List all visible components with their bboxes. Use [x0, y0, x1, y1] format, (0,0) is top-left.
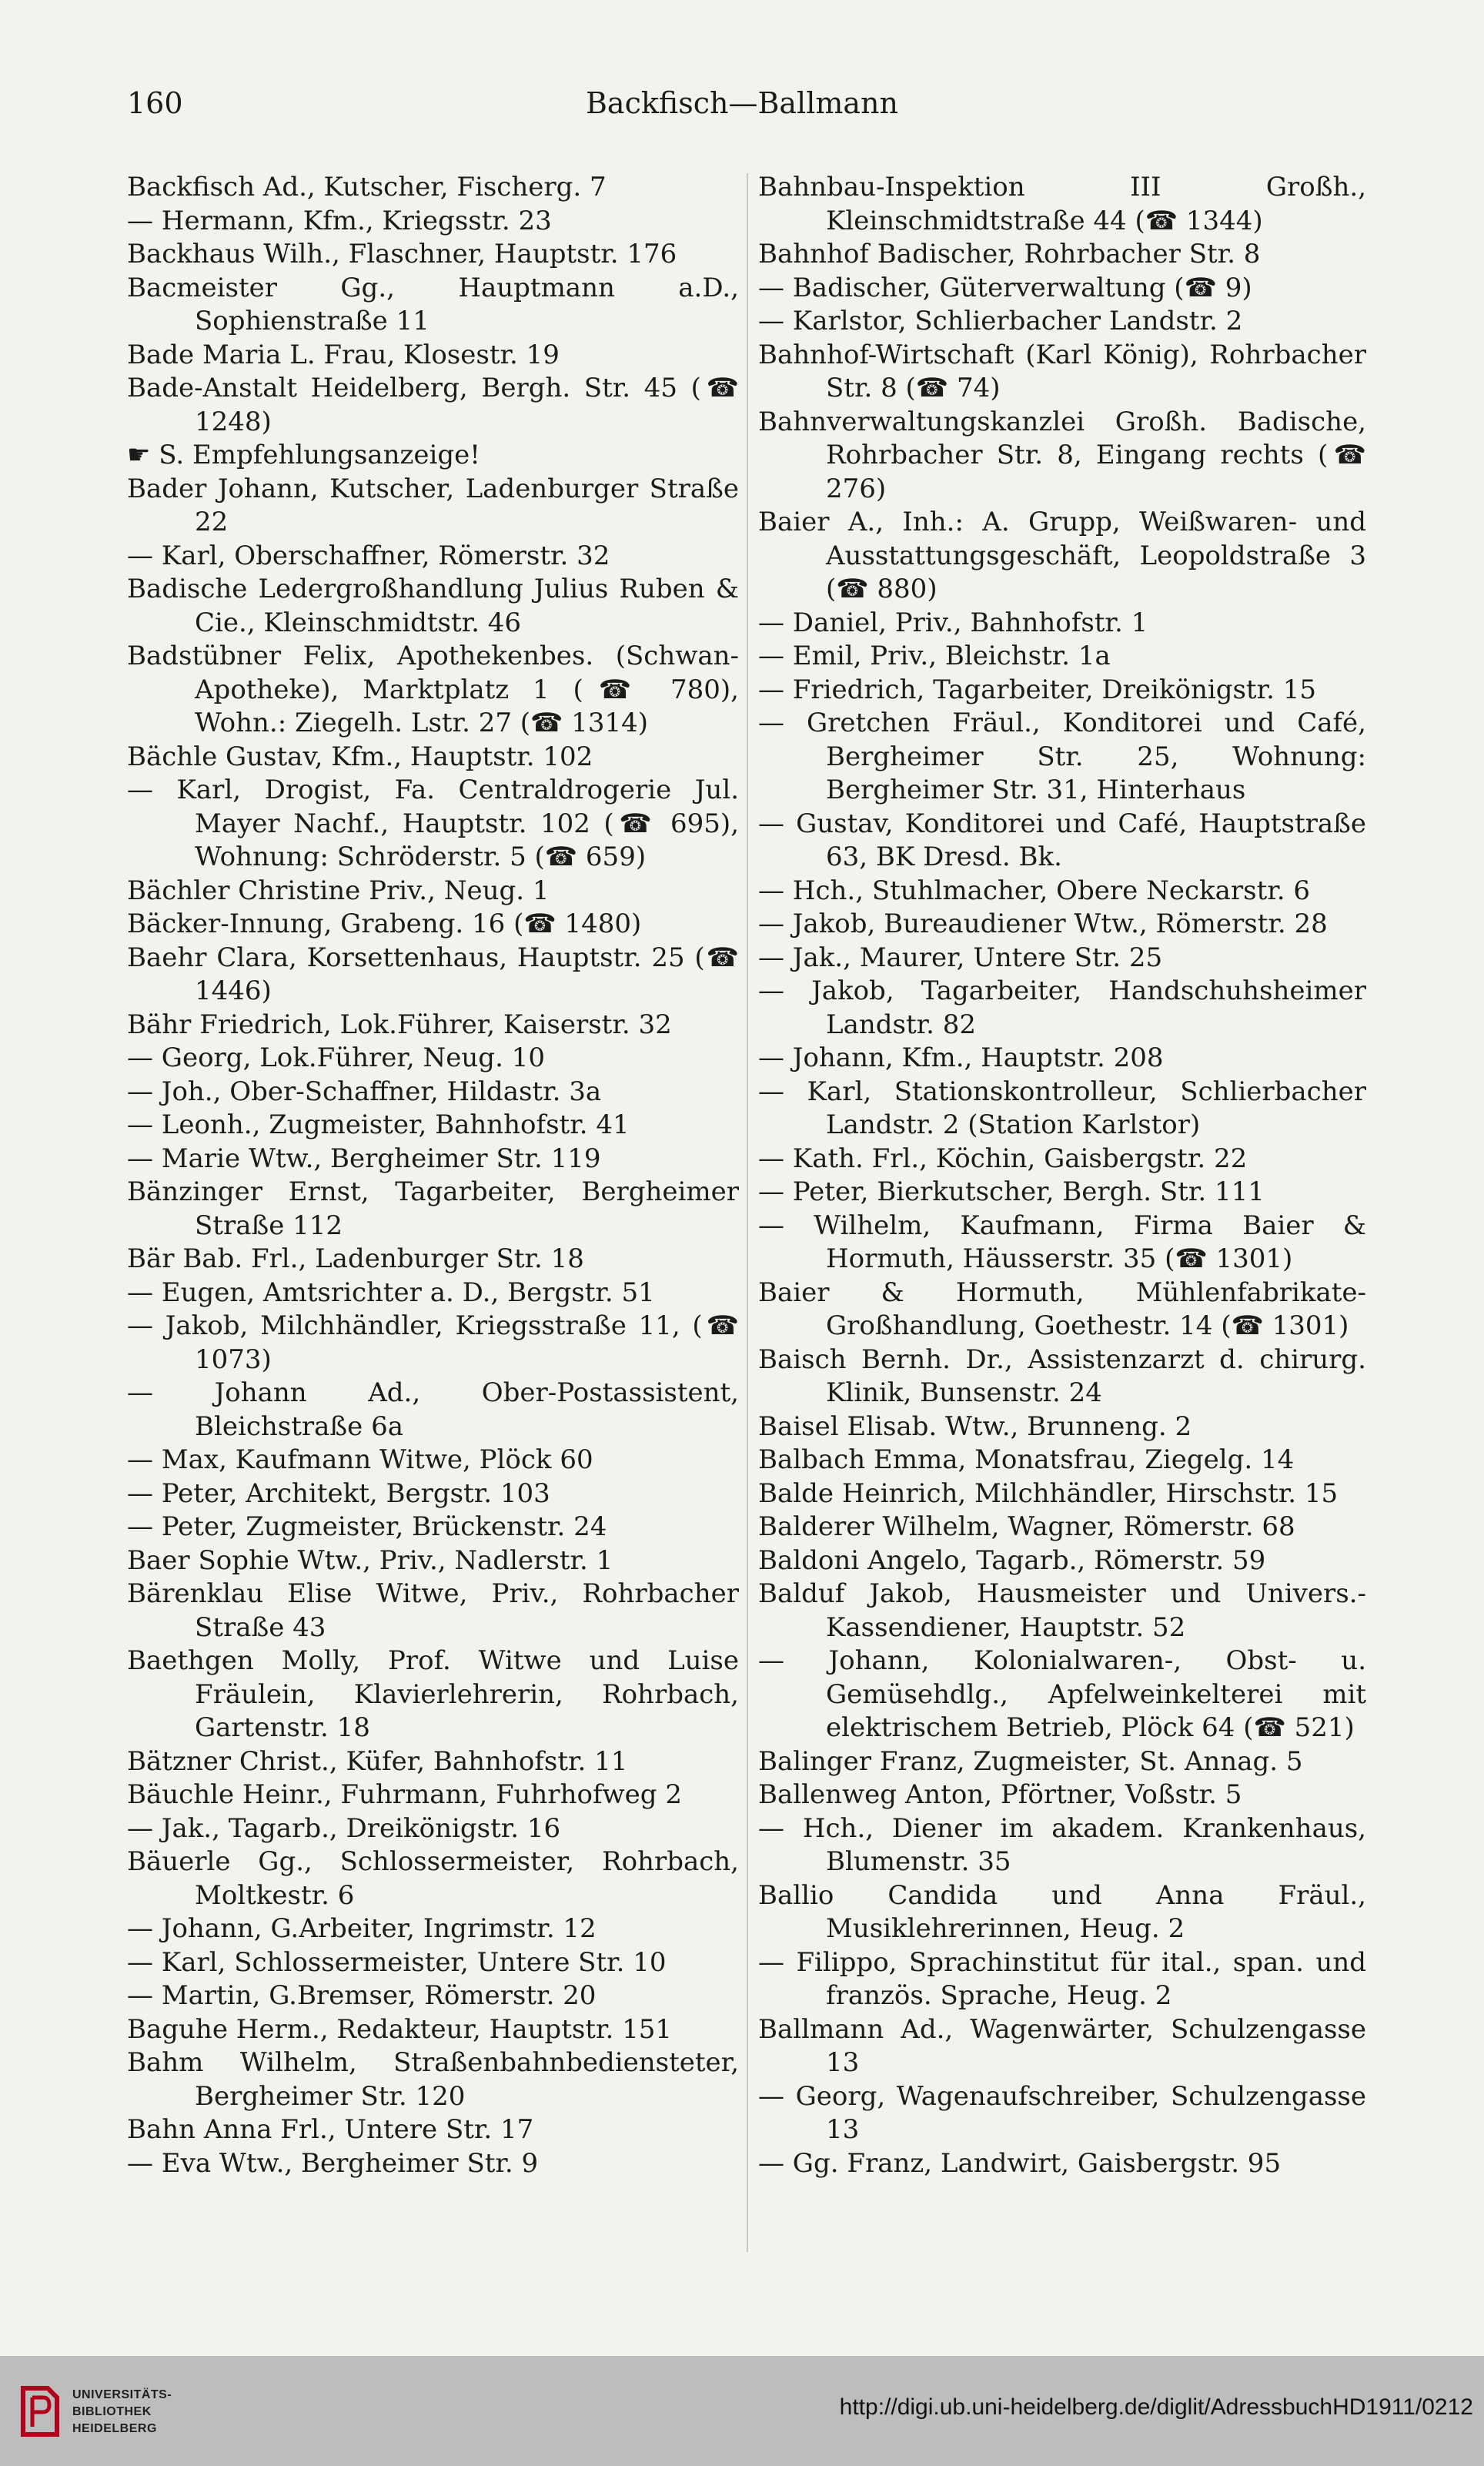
directory-entry: — Karl, Schlossermeister, Untere Str. 10 — [127, 1946, 667, 1978]
directory-entry: Bahnbau-Inspektion III Großh., Kleinschmidtstraße 44 (☎ 1344) — [758, 172, 1366, 236]
directory-entry: Balbach Emma, Monatsfrau, Ziegelg. 14 — [758, 1444, 1295, 1475]
directory-entry: — Kath. Frl., Köchin, Gaisbergstr. 22 — [758, 1143, 1248, 1174]
directory-entry: Bäuchle Heinr., Fuhrmann, Fuhrhofweg 2 — [127, 1779, 682, 1810]
directory-entry: — Georg, Lok.Führer, Neug. 10 — [127, 1042, 545, 1073]
directory-entry: Ballmann Ad., Wagenwärter, Schulzengasse 13 — [758, 2013, 1366, 2078]
running-head: Backfisch—Ballmann — [585, 86, 898, 120]
directory-entry: — Peter, Zugmeister, Brückenstr. 24 — [127, 1511, 607, 1542]
directory-entry: Bähr Friedrich, Lok.Führer, Kaiserstr. 32 — [127, 1009, 672, 1040]
directory-entry: — Leonh., Zugmeister, Bahnhofstr. 41 — [127, 1109, 630, 1140]
directory-entry: Baier & Hormuth, Mühlenfabrikate-Großhandlung, Goethestr. 14 (☎ 1301) — [758, 1276, 1366, 1341]
directory-entry: — Gretchen Fräul., Konditorei und Café, Bergheimer Str. 25, Wohnung: Bergheimer Str. 31, Hinterhaus — [758, 708, 1366, 805]
directory-entry: Badstübner Felix, Apothekenbes. (Schwan-Apotheke), Marktplatz 1 (☎ 780), Wohn.: Ziegelh. Lstr. 27 (☎ 1314) — [127, 641, 739, 738]
directory-entry: Ballenweg Anton, Pförtner, Voßstr. 5 — [758, 1779, 1242, 1810]
directory-entry: Backfisch Ad., Kutscher, Fischerg. 7 — [127, 172, 607, 202]
directory-entry: — Wilhelm, Kaufmann, Firma Baier & Hormuth, Häusserstr. 35 (☎ 1301) — [758, 1210, 1366, 1274]
directory-entry: Bade Maria L. Frau, Klosestr. 19 — [127, 339, 560, 370]
directory-entry: Bäuerle Gg., Schlossermeister, Rohrbach, Moltkestr. 6 — [127, 1846, 739, 1911]
directory-entry: — Filippo, Sprachinstitut für ital., span. und französ. Sprache, Heug. 2 — [758, 1946, 1366, 2011]
directory-entry: — Georg, Wagenaufschreiber, Schulzengasse 13 — [758, 2080, 1366, 2145]
directory-entry: — Karl, Oberschaffner, Römerstr. 32 — [127, 540, 610, 571]
directory-entry: — Eugen, Amtsrichter a. D., Bergstr. 51 — [127, 1276, 655, 1308]
directory-entry: — Peter, Bierkutscher, Bergh. Str. 111 — [758, 1176, 1265, 1207]
directory-entry: Bänzinger Ernst, Tagarbeiter, Bergheimer Straße 112 — [127, 1176, 739, 1241]
directory-entry: Bade-Anstalt Heidelberg, Bergh. Str. 45 (☎ 1248) — [127, 373, 739, 437]
column-divider — [747, 173, 748, 2252]
directory-entry: Bahnhof Badischer, Rohrbacher Str. 8 — [758, 239, 1261, 269]
directory-entry: — Jak., Maurer, Untere Str. 25 — [758, 942, 1163, 973]
directory-entry: Baisch Bernh. Dr., Assistenzarzt d. chirurg. Klinik, Bunsenstr. 24 — [758, 1343, 1366, 1408]
library-logo[interactable] — [17, 2382, 202, 2442]
directory-entry: Bächler Christine Priv., Neug. 1 — [127, 875, 550, 906]
source-url-link[interactable]: http://digi.ub.uni-heidelberg.de/diglit/AdressbuchHD1911/0212 — [839, 2394, 1473, 2420]
directory-entry: — Jak., Tagarb., Dreikönigstr. 16 — [127, 1812, 561, 1844]
directory-entry: Bahn Anna Frl., Untere Str. 17 — [127, 2114, 534, 2145]
page-header — [127, 86, 1357, 132]
logo-line: HEIDELBERG — [72, 2422, 157, 2435]
directory-entry: — Marie Wtw., Bergheimer Str. 119 — [127, 1143, 601, 1174]
directory-entry: Bacmeister Gg., Hauptmann a.D., Sophienstraße 11 — [127, 272, 739, 336]
library-footer — [0, 2356, 1484, 2466]
directory-entry: — Karl, Drogist, Fa. Centraldrogerie Jul. Mayer Nachf., Hauptstr. 102 (☎ 695), Wohnung: Schröderstr. 5 (☎ 659) — [127, 775, 739, 872]
directory-entry: Baisel Elisab. Wtw., Brunneng. 2 — [758, 1410, 1192, 1442]
directory-entry: — Jakob, Milchhändler, Kriegsstraße 11, (☎ 1073) — [127, 1310, 739, 1375]
page-number: 160 — [127, 86, 183, 120]
left-column — [127, 171, 739, 2257]
directory-entry: Bahnhof-Wirtschaft (Karl König), Rohrbacher Str. 8 (☎ 74) — [758, 339, 1366, 403]
library-logo-text — [72, 2387, 172, 2438]
directory-entry: — Peter, Architekt, Bergstr. 103 — [127, 1477, 550, 1509]
directory-entry: — Martin, G.Bremser, Römerstr. 20 — [127, 1980, 597, 2011]
directory-entry: Baehr Clara, Korsettenhaus, Hauptstr. 25 (☎ 1446) — [127, 942, 739, 1006]
directory-entry: Baer Sophie Wtw., Priv., Nadlerstr. 1 — [127, 1544, 613, 1576]
directory-entry: — Jakob, Bureaudiener Wtw., Römerstr. 28 — [758, 908, 1328, 939]
directory-entry: Baier A., Inh.: A. Grupp, Weißwaren- und Ausstattungsgeschäft, Leopoldstraße 3 (☎ 880) — [758, 507, 1366, 604]
directory-entry: Badische Ledergroßhandlung Julius Ruben & Cie., Kleinschmidtstr. 46 — [127, 574, 739, 638]
logo-line: UNIVERSITÄTS- — [72, 2388, 172, 2401]
directory-entry: Bahnverwaltungskanzlei Großh. Badische, Rohrbacher Str. 8, Eingang rechts (☎ 276) — [758, 406, 1366, 504]
directory-entry: — Johann, G.Arbeiter, Ingrimstr. 12 — [127, 1913, 597, 1944]
directory-entry: — Joh., Ober-Schaffner, Hildastr. 3a — [127, 1076, 602, 1107]
directory-entry: — Max, Kaufmann Witwe, Plöck 60 — [127, 1444, 593, 1475]
directory-entry: — Friedrich, Tagarbeiter, Dreikönigstr. 15 — [758, 674, 1316, 705]
directory-entry: Bär Bab. Frl., Ladenburger Str. 18 — [127, 1243, 584, 1274]
directory-entry: — Hermann, Kfm., Kriegsstr. 23 — [127, 205, 552, 236]
directory-entry: — Eva Wtw., Bergheimer Str. 9 — [127, 2147, 539, 2179]
directory-entry: Baethgen Molly, Prof. Witwe und Luise Fräulein, Klavierlehrerin, Rohrbach, Gartenstr. 18 — [127, 1645, 739, 1743]
directory-entry: — Johann Ad., Ober-Postassistent, Bleichstraße 6a — [127, 1377, 739, 1442]
directory-entry: Bärenklau Elise Witwe, Priv., Rohrbacher Straße 43 — [127, 1578, 739, 1643]
directory-entry: — Hch., Diener im akadem. Krankenhaus, Blumenstr. 35 — [758, 1812, 1366, 1877]
directory-entry: — Badischer, Güterverwaltung (☎ 9) — [758, 272, 1252, 303]
directory-entry: Bader Johann, Kutscher, Ladenburger Straße 22 — [127, 473, 739, 537]
directory-entry: Baguhe Herm., Redakteur, Hauptstr. 151 — [127, 2013, 672, 2045]
directory-entry: Balderer Wilhelm, Wagner, Römerstr. 68 — [758, 1511, 1295, 1542]
directory-entry: — Gg. Franz, Landwirt, Gaisbergstr. 95 — [758, 2147, 1282, 2179]
directory-entry: Backhaus Wilh., Flaschner, Hauptstr. 176 — [127, 239, 677, 269]
right-column — [758, 171, 1366, 2257]
directory-entry: — Daniel, Priv., Bahnhofstr. 1 — [758, 607, 1148, 638]
directory-entry: Baldoni Angelo, Tagarb., Römerstr. 59 — [758, 1544, 1266, 1576]
directory-entry: — Hch., Stuhlmacher, Obere Neckarstr. 6 — [758, 875, 1311, 906]
directory-entry: — Karl, Stationskontrolleur, Schlierbacher Landstr. 2 (Station Karlstor) — [758, 1076, 1366, 1140]
library-logo-icon — [17, 2384, 63, 2439]
directory-entry: — Gustav, Konditorei und Café, Hauptstraße 63, BK Dresd. Bk. — [758, 808, 1366, 872]
directory-entry: Balinger Franz, Zugmeister, St. Annag. 5 — [758, 1745, 1303, 1777]
directory-entry: ☛ S. Empfehlungsanzeige! — [127, 440, 480, 470]
directory-entry: Bächle Gustav, Kfm., Hauptstr. 102 — [127, 741, 593, 772]
directory-entry: Balde Heinrich, Milchhändler, Hirschstr. 15 — [758, 1477, 1339, 1509]
directory-entry: — Emil, Priv., Bleichstr. 1a — [758, 641, 1111, 671]
directory-entry: Ballio Candida und Anna Fräul., Musiklehrerinnen, Heug. 2 — [758, 1879, 1366, 1944]
directory-entry: — Karlstor, Schlierbacher Landstr. 2 — [758, 306, 1243, 336]
directory-entry: — Johann, Kolonialwaren-, Obst- u. Gemüsehdlg., Apfelweinkelterei mit elektrischem Betrieb, Plöck 64 (☎ 521) — [758, 1645, 1366, 1743]
directory-entry: Bäcker-Innung, Grabeng. 16 (☎ 1480) — [127, 908, 642, 939]
directory-entry: Bätzner Christ., Küfer, Bahnhofstr. 11 — [127, 1745, 628, 1777]
directory-entry: Bahm Wilhelm, Straßenbahnbediensteter, Bergheimer Str. 120 — [127, 2047, 739, 2112]
directory-entry: — Johann, Kfm., Hauptstr. 208 — [758, 1042, 1164, 1073]
directory-entry: Balduf Jakob, Hausmeister und Univers.-Kassendiener, Hauptstr. 52 — [758, 1578, 1366, 1643]
logo-line: BIBLIOTHEK — [72, 2405, 152, 2418]
directory-entry: — Jakob, Tagarbeiter, Handschuhsheimer Landstr. 82 — [758, 975, 1366, 1040]
